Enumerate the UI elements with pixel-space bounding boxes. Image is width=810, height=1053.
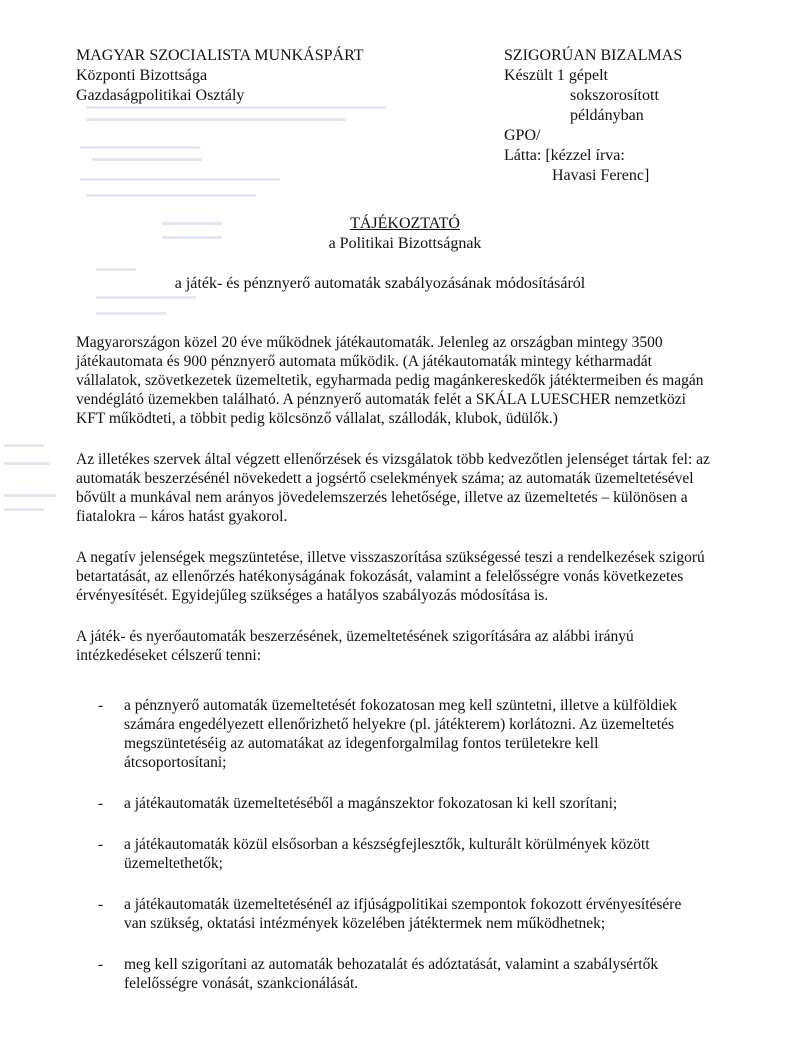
document-title: TÁJÉKOZTATÓ [350, 215, 460, 232]
seen-by-line-1: Látta: [kézzel írva: [504, 147, 625, 164]
paragraph: Magyarországon közel 20 éve működnek játékautomaták. Jelenleg az országban mintegy 3500 játékautomata és 900 pénznyerő automata működik. (A játékautomaták mintegy kétharmadát vállalatok, szövetkezetek üzemeltetik, egyharmada pedig magánkereskedők játéktermeiben és magán vendéglátó üzemekben található. A pénznyerő automaták felét a SKÁLA LUESCHER nemzetközi KFT működteti, a többit pedig kölcsönző vállalat, szállodák, klubok, üdülők.) [76, 334, 704, 427]
bleed-through-artifact [86, 118, 346, 121]
list-bullet: - [98, 697, 104, 714]
bleed-through-artifact [86, 106, 386, 109]
copies-line-1: Készült 1 gépelt [504, 67, 608, 84]
paragraph: Az illetékes szervek által végzett ellenőrzések és vizsgálatok több kedvezőtlen jelenséget tártak fel: az automaták beszerzésénél növekedett a jogsértő cselekmények száma; az automaták üzemeltetésével bővült a munkával nem arányos jövedelemszerzés lehetősége, illetve az üzemeltetés – különösen a fiatalokra – káros hatást gyakorol. [76, 451, 710, 525]
bleed-through-artifact [86, 194, 256, 197]
bleed-through-artifact [80, 146, 200, 149]
list-item-text: a pénznyerő automaták üzemeltetését fokozatosan meg kell szüntetni, illetve a külföldiek számára engedélyezett ellenőrizhető helyekre (pl. játékterem) korlátozni. Az üzemeltetés megszüntetéséig az automatákat az idegenforgalmilag fontos területekre kell átcsoportosítani; [124, 697, 678, 771]
list-bullet: - [98, 956, 104, 973]
list-item-text: meg kell szigorítani az automaták behozatalát és adóztatását, valamint a szabálysértők felelősségre vonását, szankcionálását. [124, 956, 659, 992]
bleed-through-artifact [4, 494, 56, 497]
list-item [76, 835, 716, 873]
copies-line-3: példányban [570, 107, 644, 124]
committee-name: Központi Bizottsága [76, 67, 208, 84]
copies-line-2: sokszorosított [570, 87, 659, 104]
list-item [76, 794, 716, 813]
bleed-through-artifact [80, 178, 280, 181]
list-item-text: a játékautomaták közül elsősorban a készségfejlesztők, kulturált körülmények között üzemeltethetők; [124, 836, 650, 872]
bleed-through-artifact [96, 312, 166, 315]
list-bullet: - [98, 795, 104, 812]
header-right [504, 46, 682, 186]
document-subject: a játék- és pénznyerő automaták szabályozásának módosításáról [174, 275, 586, 292]
department-name: Gazdaságpolitikai Osztály [76, 87, 245, 104]
list-bullet: - [98, 896, 104, 913]
bleed-through-artifact [4, 508, 44, 511]
bleed-through-artifact [96, 268, 136, 271]
list-item [76, 895, 716, 933]
bleed-through-artifact [96, 296, 196, 299]
list-item-text: a játékautomaták üzemeltetésénél az ifjúságpolitikai szempontok fokozott érvényesítésére van szükség, oktatási intézmények közelében játéktermek nem működhetnek; [124, 896, 682, 932]
header-left [76, 46, 364, 106]
document-addressee: a Politikai Bizottságnak [328, 235, 482, 252]
bleed-through-artifact [4, 462, 50, 465]
bleed-through-artifact [92, 158, 202, 161]
seen-by-line-2: Havasi Ferenc] [552, 167, 650, 184]
body-text [76, 333, 716, 687]
list-bullet: - [98, 836, 104, 853]
party-name: MAGYAR SZOCIALISTA MUNKÁSPÁRT [76, 47, 364, 64]
document-title-block [0, 214, 810, 254]
reference-code: GPO/ [504, 127, 541, 144]
list-item [76, 696, 716, 772]
bleed-through-artifact [4, 444, 44, 447]
classification-label: SZIGORÚAN BIZALMAS [504, 47, 683, 64]
paragraph: A játék- és nyerőautomaták beszerzésének, üzemeltetésének szigorítására az alábbi irányú intézkedéseket célszerű tenni: [76, 628, 634, 664]
paragraph: A negatív jelenségek megszüntetése, illetve visszaszorítása szükségessé teszi a rendelkezések szigorú betartatását, az ellenőrzés hatékonyságának fokozását, valamint a felelősségre vonás következetes érvényesítését. Egyidejűleg szükséges a hatályos szabályozás módosítása is. [76, 549, 705, 604]
list-item [76, 955, 716, 993]
measures-list [76, 696, 716, 1015]
list-item-text: a játékautomaták üzemeltetéséből a magánszektor fokozatosan ki kell szorítani; [124, 795, 618, 812]
